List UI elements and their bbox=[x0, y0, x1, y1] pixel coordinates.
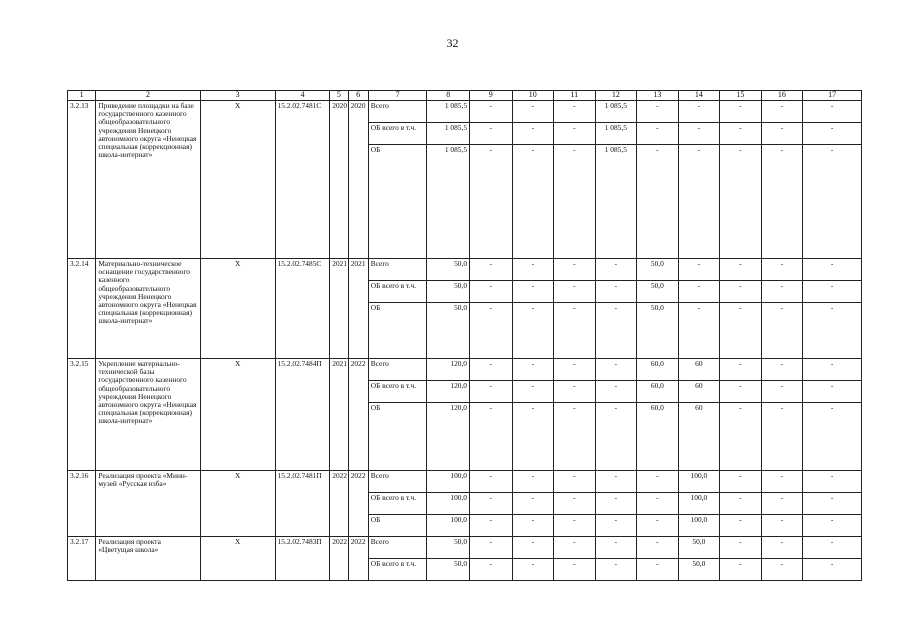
value-cell: - bbox=[595, 381, 637, 403]
program-table bbox=[67, 90, 862, 581]
value-cell: - bbox=[761, 359, 803, 381]
value-cell: 1 085,5 bbox=[427, 123, 470, 145]
funding-source: Всего bbox=[368, 259, 427, 281]
value-cell: 50,0 bbox=[637, 281, 679, 303]
value-cell: - bbox=[803, 403, 862, 471]
value-cell: - bbox=[637, 123, 679, 145]
start-year: 2021 bbox=[330, 259, 348, 359]
table-row bbox=[68, 537, 862, 559]
column-header: 6 bbox=[348, 91, 368, 101]
value-cell: 60,0 bbox=[637, 403, 679, 471]
value-cell: - bbox=[512, 359, 554, 381]
value-cell: 1 085,5 bbox=[595, 145, 637, 259]
value-cell: - bbox=[803, 281, 862, 303]
value-cell: - bbox=[595, 259, 637, 281]
column-header: 16 bbox=[761, 91, 803, 101]
item-name: Приведение площадки на базе государственного казенного общеобразовательного учреждения Ненецкого автономного округа «Ненецкая специальная (коррекционная) школа-интернат» bbox=[96, 101, 200, 259]
value-cell: - bbox=[637, 537, 679, 559]
end-year: 2022 bbox=[348, 471, 368, 537]
column-header: 9 bbox=[470, 91, 513, 101]
value-cell: - bbox=[720, 259, 762, 281]
value-cell: - bbox=[512, 471, 554, 493]
funding-source: Всего bbox=[368, 359, 427, 381]
value-cell: - bbox=[512, 381, 554, 403]
value-cell: - bbox=[720, 559, 762, 581]
value-cell: 1 085,5 bbox=[427, 101, 470, 123]
value-cell: - bbox=[512, 281, 554, 303]
column-header: 15 bbox=[720, 91, 762, 101]
funding-source: ОБ bbox=[368, 515, 427, 537]
value-cell: 60,0 bbox=[637, 359, 679, 381]
start-year: 2020 bbox=[330, 101, 348, 259]
value-cell: - bbox=[803, 515, 862, 537]
value-cell: - bbox=[595, 537, 637, 559]
value-cell: - bbox=[761, 101, 803, 123]
value-cell: 50,0 bbox=[678, 559, 720, 581]
value-cell: - bbox=[678, 145, 720, 259]
value-cell: - bbox=[595, 303, 637, 359]
table-row bbox=[68, 259, 862, 281]
value-cell: 50,0 bbox=[427, 537, 470, 559]
column-header: 4 bbox=[275, 91, 330, 101]
funding-source: ОБ всего в т.ч. bbox=[368, 381, 427, 403]
value-cell: - bbox=[803, 537, 862, 559]
column-header: 5 bbox=[330, 91, 348, 101]
value-cell: - bbox=[761, 381, 803, 403]
item-number: 3.2.16 bbox=[68, 471, 96, 537]
column-header: 7 bbox=[368, 91, 427, 101]
value-cell: 100,0 bbox=[678, 515, 720, 537]
executor-cell: X bbox=[200, 537, 275, 581]
value-cell: - bbox=[761, 145, 803, 259]
value-cell: - bbox=[470, 259, 513, 281]
value-cell: - bbox=[554, 101, 596, 123]
value-cell: - bbox=[554, 471, 596, 493]
value-cell: - bbox=[470, 303, 513, 359]
budget-code: 15.2.02.7484П bbox=[275, 359, 330, 471]
value-cell: - bbox=[595, 359, 637, 381]
executor-cell: X bbox=[200, 101, 275, 259]
page-number: 32 bbox=[446, 36, 459, 50]
value-cell: 1 085,5 bbox=[427, 145, 470, 259]
value-cell: 60 bbox=[678, 359, 720, 381]
value-cell: - bbox=[512, 493, 554, 515]
value-cell: - bbox=[803, 471, 862, 493]
item-name: Реализация проекта «Мини-музей «Русская изба» bbox=[96, 471, 200, 537]
value-cell: 60,0 bbox=[637, 381, 679, 403]
value-cell: - bbox=[720, 471, 762, 493]
value-cell: - bbox=[803, 559, 862, 581]
value-cell: - bbox=[637, 515, 679, 537]
column-header: 1 bbox=[68, 91, 96, 101]
value-cell: - bbox=[761, 403, 803, 471]
value-cell: - bbox=[720, 101, 762, 123]
value-cell: 100,0 bbox=[678, 471, 720, 493]
value-cell: - bbox=[470, 403, 513, 471]
value-cell: - bbox=[637, 559, 679, 581]
column-header: 13 bbox=[637, 91, 679, 101]
value-cell: - bbox=[678, 101, 720, 123]
value-cell: - bbox=[761, 515, 803, 537]
value-cell: - bbox=[595, 515, 637, 537]
value-cell: 50,0 bbox=[637, 259, 679, 281]
header-row bbox=[68, 91, 862, 101]
column-header: 14 bbox=[678, 91, 720, 101]
value-cell: - bbox=[512, 403, 554, 471]
value-cell: 60 bbox=[678, 403, 720, 471]
value-cell: - bbox=[761, 493, 803, 515]
executor-cell: X bbox=[200, 359, 275, 471]
executor-cell: X bbox=[200, 471, 275, 537]
item-number: 3.2.17 bbox=[68, 537, 96, 581]
value-cell: - bbox=[470, 359, 513, 381]
value-cell: - bbox=[803, 145, 862, 259]
value-cell: - bbox=[595, 493, 637, 515]
value-cell: 100,0 bbox=[678, 493, 720, 515]
value-cell: - bbox=[512, 259, 554, 281]
value-cell: - bbox=[720, 493, 762, 515]
start-year: 2022 bbox=[330, 537, 348, 581]
budget-code: 15.2.02.7485С bbox=[275, 259, 330, 359]
budget-code: 15.2.02.7481С bbox=[275, 101, 330, 259]
value-cell: - bbox=[720, 281, 762, 303]
table-row bbox=[68, 471, 862, 493]
value-cell: - bbox=[720, 145, 762, 259]
value-cell: - bbox=[803, 259, 862, 281]
funding-source: Всего bbox=[368, 101, 427, 123]
funding-source: ОБ bbox=[368, 145, 427, 259]
value-cell: - bbox=[761, 471, 803, 493]
start-year: 2022 bbox=[330, 471, 348, 537]
value-cell: - bbox=[678, 259, 720, 281]
value-cell: 1 085,5 bbox=[595, 101, 637, 123]
value-cell: 120,0 bbox=[427, 359, 470, 381]
value-cell: - bbox=[554, 259, 596, 281]
funding-source: ОБ bbox=[368, 303, 427, 359]
item-number: 3.2.14 bbox=[68, 259, 96, 359]
value-cell: 100,0 bbox=[427, 493, 470, 515]
value-cell: - bbox=[470, 515, 513, 537]
end-year: 2020 bbox=[348, 101, 368, 259]
table-row bbox=[68, 101, 862, 123]
value-cell: - bbox=[470, 381, 513, 403]
start-year: 2021 bbox=[330, 359, 348, 471]
value-cell: 50,0 bbox=[427, 281, 470, 303]
value-cell: - bbox=[512, 123, 554, 145]
value-cell: 100,0 bbox=[427, 471, 470, 493]
value-cell: - bbox=[554, 145, 596, 259]
value-cell: - bbox=[803, 381, 862, 403]
end-year: 2022 bbox=[348, 359, 368, 471]
value-cell: - bbox=[637, 145, 679, 259]
item-name: Материально-техническое оснащение государственного казенного общеобразовательного учреждения Ненецкого автономного округа «Ненецкая специальная (коррекционная) школа-интернат» bbox=[96, 259, 200, 359]
funding-source: ОБ всего в т.ч. bbox=[368, 493, 427, 515]
value-cell: - bbox=[761, 559, 803, 581]
value-cell: - bbox=[470, 471, 513, 493]
value-cell: - bbox=[512, 515, 554, 537]
value-cell: - bbox=[761, 259, 803, 281]
value-cell: - bbox=[720, 303, 762, 359]
item-name: Реализация проекта «Цветущая школа» bbox=[96, 537, 200, 581]
column-header: 10 bbox=[512, 91, 554, 101]
value-cell: - bbox=[637, 471, 679, 493]
value-cell: - bbox=[554, 123, 596, 145]
column-header: 8 bbox=[427, 91, 470, 101]
value-cell: - bbox=[637, 493, 679, 515]
item-name: Укрепление материально-технической базы государственного казенного общеобразовательного учреждения Ненецкого автономного округа «Ненецкая специальная (коррекционная) школа-интернат» bbox=[96, 359, 200, 471]
value-cell: - bbox=[470, 101, 513, 123]
value-cell: 60 bbox=[678, 381, 720, 403]
column-header: 2 bbox=[96, 91, 200, 101]
column-header: 17 bbox=[803, 91, 862, 101]
funding-source: Всего bbox=[368, 471, 427, 493]
value-cell: 120,0 bbox=[427, 381, 470, 403]
value-cell: 1 085,5 bbox=[595, 123, 637, 145]
value-cell: - bbox=[761, 537, 803, 559]
value-cell: - bbox=[512, 145, 554, 259]
value-cell: - bbox=[595, 403, 637, 471]
value-cell: - bbox=[803, 123, 862, 145]
executor-cell: X bbox=[200, 259, 275, 359]
value-cell: - bbox=[470, 493, 513, 515]
value-cell: - bbox=[554, 537, 596, 559]
value-cell: - bbox=[678, 281, 720, 303]
value-cell: - bbox=[554, 359, 596, 381]
value-cell: - bbox=[470, 123, 513, 145]
value-cell: - bbox=[720, 381, 762, 403]
item-number: 3.2.13 bbox=[68, 101, 96, 259]
funding-source: ОБ всего в т.ч. bbox=[368, 559, 427, 581]
value-cell: - bbox=[678, 123, 720, 145]
value-cell: - bbox=[803, 303, 862, 359]
value-cell: - bbox=[512, 101, 554, 123]
value-cell: - bbox=[554, 381, 596, 403]
value-cell: - bbox=[720, 537, 762, 559]
value-cell: - bbox=[554, 281, 596, 303]
value-cell: - bbox=[554, 515, 596, 537]
value-cell: 50,0 bbox=[427, 559, 470, 581]
value-cell: - bbox=[761, 281, 803, 303]
value-cell: - bbox=[595, 471, 637, 493]
table-row bbox=[68, 359, 862, 381]
value-cell: - bbox=[803, 359, 862, 381]
funding-source: ОБ bbox=[368, 403, 427, 471]
value-cell: - bbox=[720, 515, 762, 537]
value-cell: - bbox=[470, 281, 513, 303]
value-cell: - bbox=[470, 145, 513, 259]
funding-source: ОБ всего в т.ч. bbox=[368, 281, 427, 303]
value-cell: - bbox=[720, 123, 762, 145]
value-cell: - bbox=[512, 537, 554, 559]
value-cell: - bbox=[554, 559, 596, 581]
value-cell: 120,0 bbox=[427, 403, 470, 471]
column-header: 12 bbox=[595, 91, 637, 101]
budget-code: 15.2.02.7483П bbox=[275, 537, 330, 581]
value-cell: - bbox=[595, 559, 637, 581]
value-cell: 50,0 bbox=[678, 537, 720, 559]
budget-code: 15.2.02.7481П bbox=[275, 471, 330, 537]
value-cell: 50,0 bbox=[427, 303, 470, 359]
funding-source: Всего bbox=[368, 537, 427, 559]
value-cell: - bbox=[761, 303, 803, 359]
value-cell: - bbox=[720, 359, 762, 381]
column-header: 3 bbox=[200, 91, 275, 101]
value-cell: - bbox=[595, 281, 637, 303]
value-cell: - bbox=[678, 303, 720, 359]
item-number: 3.2.15 bbox=[68, 359, 96, 471]
funding-source: ОБ всего в т.ч. bbox=[368, 123, 427, 145]
column-header: 11 bbox=[554, 91, 596, 101]
value-cell: - bbox=[803, 493, 862, 515]
value-cell: - bbox=[470, 559, 513, 581]
value-cell: 50,0 bbox=[427, 259, 470, 281]
value-cell: - bbox=[554, 303, 596, 359]
end-year: 2021 bbox=[348, 259, 368, 359]
value-cell: - bbox=[761, 123, 803, 145]
value-cell: - bbox=[554, 493, 596, 515]
value-cell: - bbox=[803, 101, 862, 123]
value-cell: - bbox=[637, 101, 679, 123]
value-cell: 100,0 bbox=[427, 515, 470, 537]
value-cell: - bbox=[470, 537, 513, 559]
value-cell: 50,0 bbox=[637, 303, 679, 359]
value-cell: - bbox=[512, 303, 554, 359]
value-cell: - bbox=[554, 403, 596, 471]
value-cell: - bbox=[720, 403, 762, 471]
value-cell: - bbox=[512, 559, 554, 581]
end-year: 2022 bbox=[348, 537, 368, 581]
